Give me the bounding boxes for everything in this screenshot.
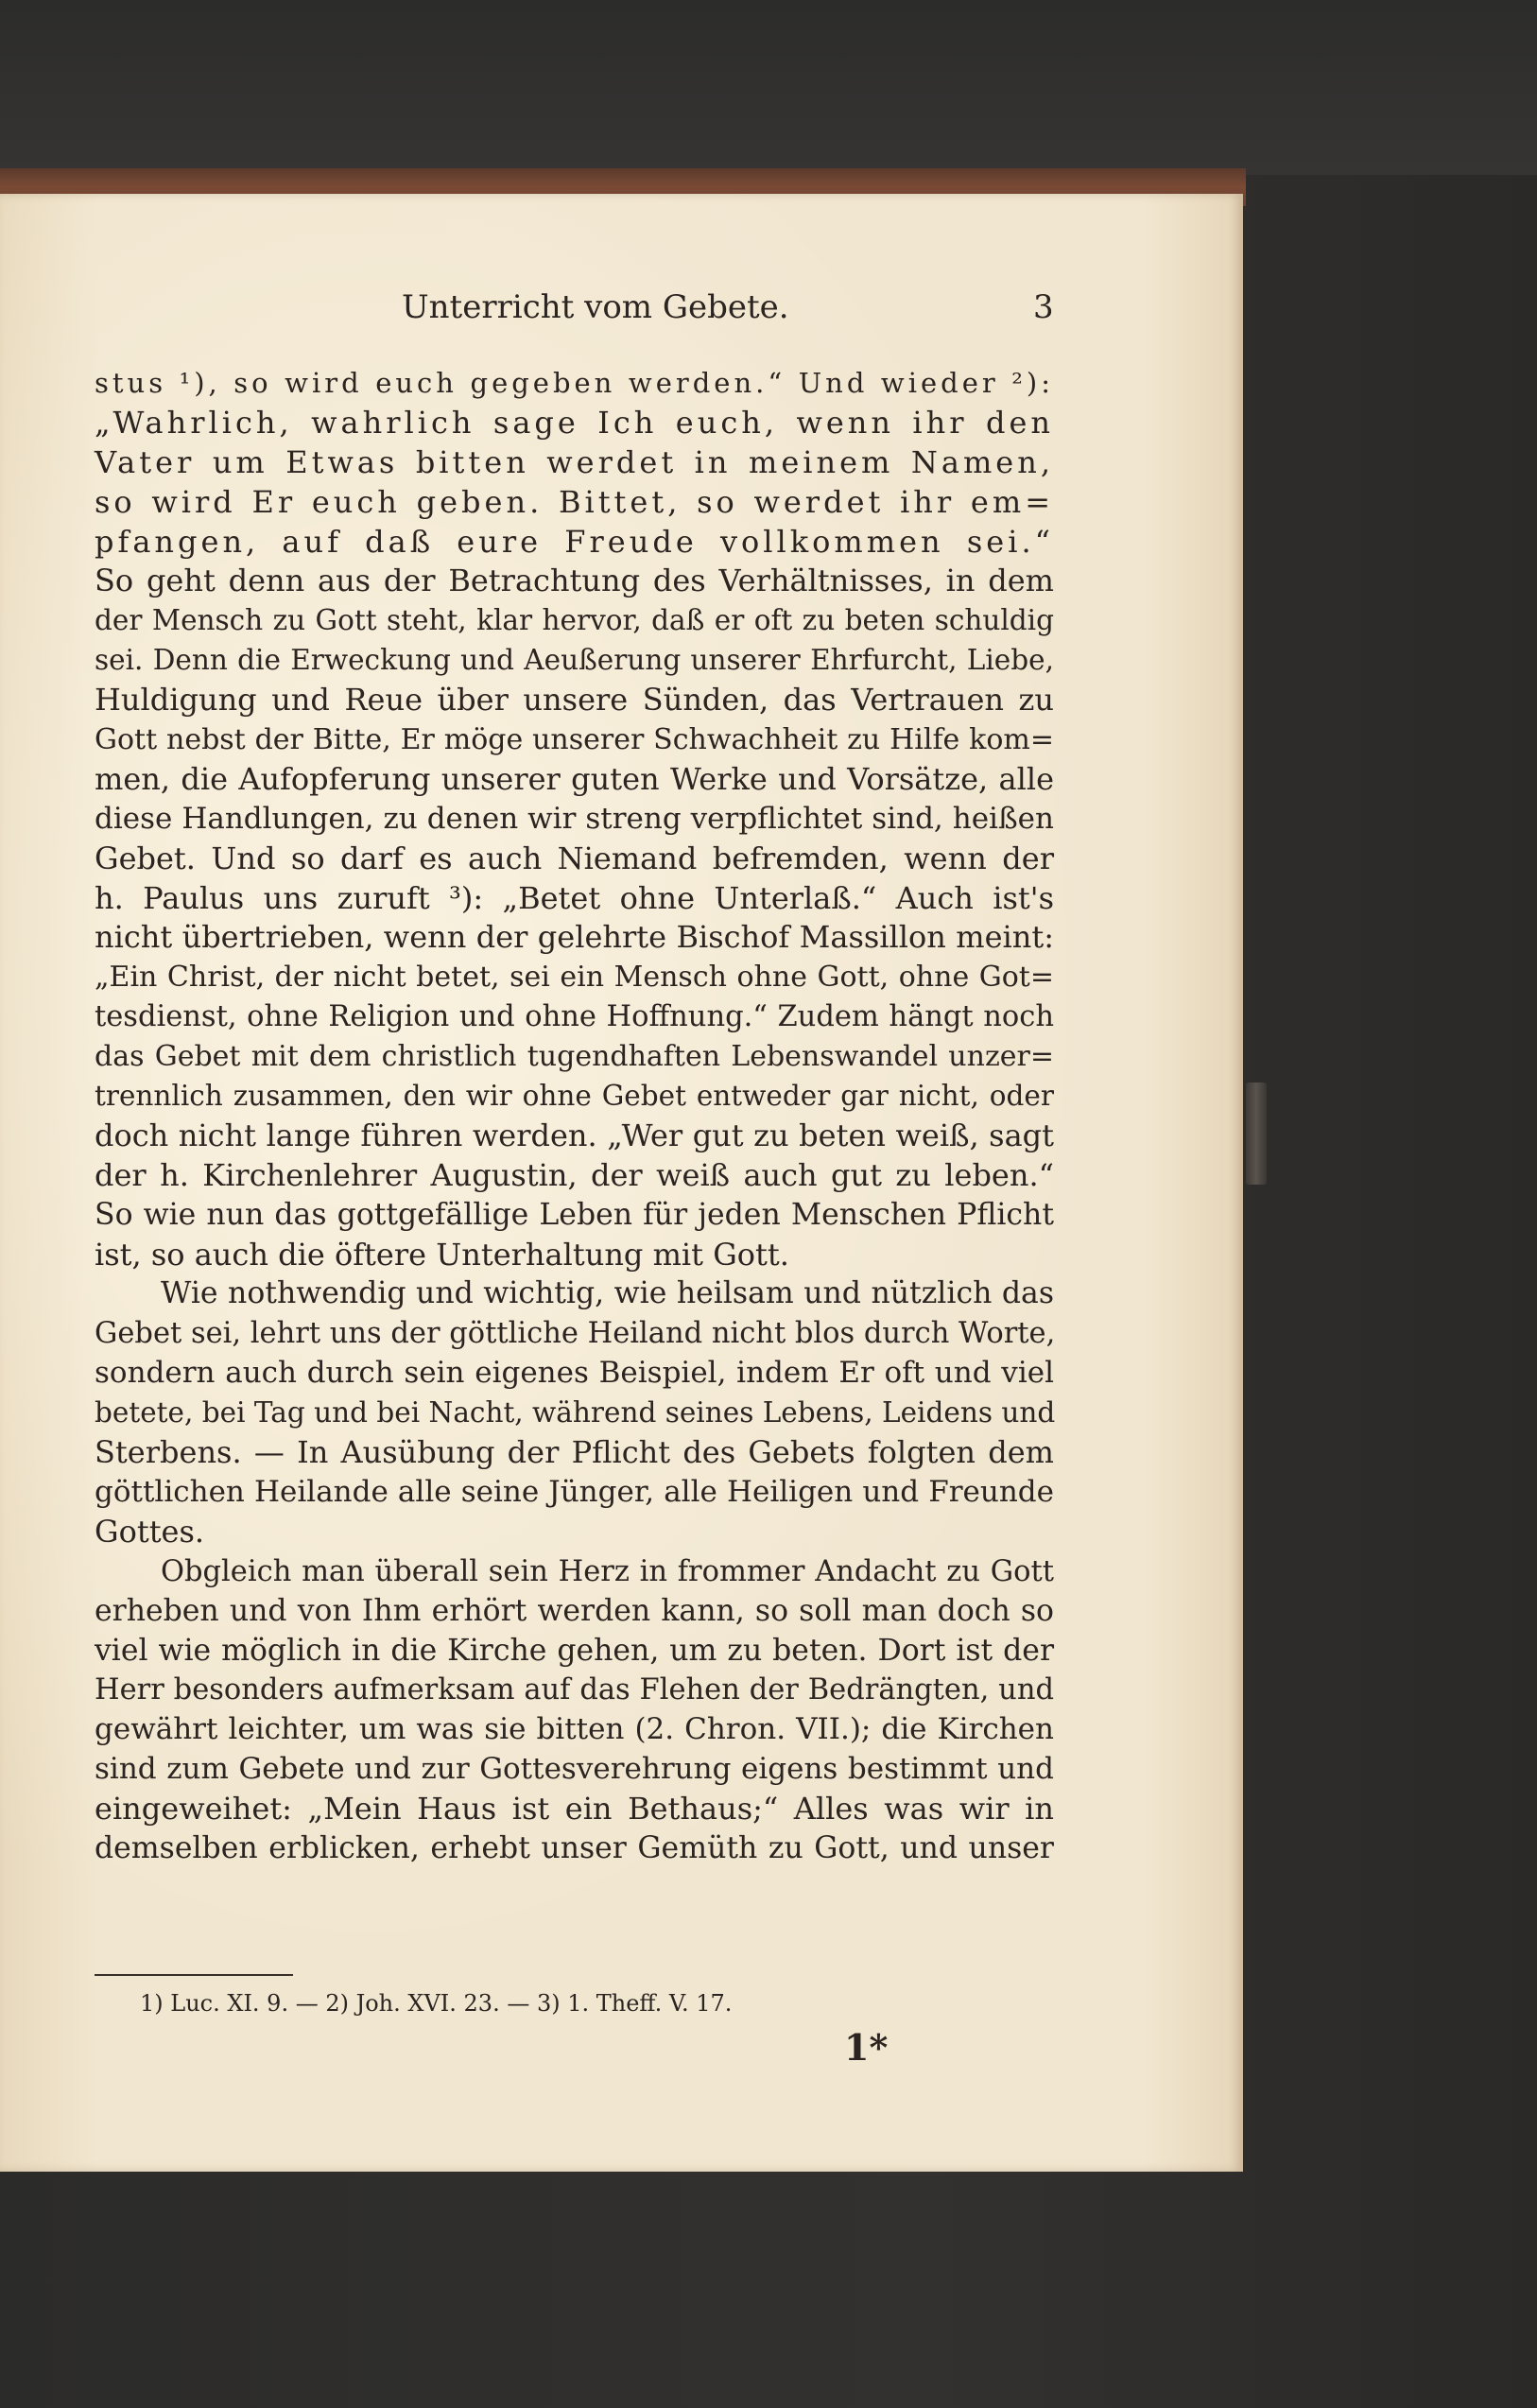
book-clasp (1246, 1083, 1267, 1185)
text-line: sind zum Gebete und zur Gottesverehrung eigens bestimmt und (95, 1752, 1054, 1787)
footnote-rule (95, 1974, 293, 1976)
text-line: pfangen, auf daß eure Freude vollkommen sei.“ (95, 523, 1054, 560)
footnote: 1) Luc. XI. 9. — 2) Joh. XVI. 23. — 3) 1. Theff. V. 17. (140, 1990, 733, 2017)
text-line: So wie nun das gottgefällige Leben für jeden Menschen Pflicht (95, 1197, 1054, 1232)
text-line: Vater um Etwas bitten werdet in meinem Namen, (95, 443, 1054, 480)
text-line: der Mensch zu Gott steht, klar hervor, daß er oft zu beten schuldig (95, 604, 1054, 637)
text-line: trennlich zusammen, den wir ohne Gebet entweder gar nicht, oder (95, 1080, 1054, 1113)
text-line: Sterbens. — In Ausübung der Pflicht des Gebets folgten dem (95, 1434, 1054, 1471)
running-title: Unterricht vom Gebete. (402, 288, 789, 326)
text-line: gewährt leichter, um was sie bitten (2. Chron. VII.); die Kirchen (95, 1712, 1054, 1747)
text-line: „Wahrlich, wahrlich sage Ich euch, wenn ihr den (95, 404, 1054, 441)
body-text (95, 364, 1054, 1869)
text-line: eingeweihet: „Mein Haus ist ein Bethaus;“ Alles was wir in (95, 1791, 1054, 1828)
text-line: so wird Er euch geben. Bittet, so werdet ihr em= (95, 483, 1054, 520)
text-line: Obgleich man überall sein Herz in frommer Andacht zu Gott (161, 1554, 1054, 1588)
text-line: Huldigung und Reue über unsere Sünden, das Vertrauen zu (95, 682, 1054, 719)
text-line: das Gebet mit dem christlich tugendhaften Lebenswandel unzer= (95, 1040, 1054, 1074)
text-line: Wie nothwendig und wichtig, wie heilsam und nützlich das (161, 1276, 1054, 1311)
text-line: doch nicht lange führen werden. „Wer gut zu beten weiß, sagt (95, 1117, 1054, 1153)
text-line: Gott nebst der Bitte, Er möge unserer Schwachheit zu Hilfe kom= (95, 723, 1054, 757)
text-line: men, die Aufopferung unserer guten Werke und Vorsätze, alle (95, 760, 1054, 797)
dark-background-top (0, 0, 1537, 175)
text-line: Herr besonders aufmerksam auf das Flehen der Bedrängten, und (95, 1673, 1054, 1707)
text-line: sei. Denn die Erweckung und Aeußerung unserer Ehrfurcht, Liebe, (95, 644, 1054, 677)
text-line: Gottes. (95, 1513, 205, 1550)
text-line: tesdienst, ohne Religion und ohne Hoffnung.“ Zudem hängt noch (95, 1000, 1054, 1034)
text-line: nicht übertrieben, wenn der gelehrte Bischof Massillon meint: (95, 919, 1054, 956)
text-line: „Ein Christ, der nicht betet, sei ein Mensch ohne Gott, ohne Got= (95, 961, 1054, 995)
text-line: der h. Kirchenlehrer Augustin, der weiß auch gut zu leben.“ (95, 1156, 1054, 1193)
text-line: viel wie möglich in die Kirche gehen, um zu beten. Dort ist der (95, 1633, 1054, 1668)
text-line: Gebet sei, lehrt uns der göttliche Heiland nicht blos durch Worte, (95, 1317, 1056, 1351)
text-line: ist, so auch die öftere Unterhaltung mit Gott. (95, 1236, 789, 1273)
text-line: stus ¹), so wird euch gegeben werden.“ Und wieder ²): (95, 367, 1054, 399)
text-line: So geht denn aus der Betrachtung des Verhältnisses, in dem (95, 563, 1054, 599)
text-line: erheben und von Ihm erhört werden kann, so soll man doch so (95, 1593, 1054, 1628)
page-header (0, 288, 1243, 345)
text-line: demselben erblicken, erhebt unser Gemüth zu Gott, und unser (95, 1830, 1054, 1865)
text-line: Gebet. Und so darf es auch Niemand befremden, wenn der (95, 840, 1054, 876)
text-line: h. Paulus uns zuruft ³): „Betet ohne Unterlaß.“ Auch ist's (95, 879, 1054, 916)
text-line: göttlichen Heilande alle seine Jünger, alle Heiligen und Freunde (95, 1474, 1054, 1509)
page-number: 3 (1033, 288, 1054, 326)
text-line: sondern auch durch sein eigenes Beispiel, indem Er oft und viel (95, 1356, 1054, 1391)
text-line: betete, bei Tag und bei Nacht, während seines Lebens, Leidens und (95, 1396, 1056, 1429)
signature-mark: 1* (844, 2026, 889, 2069)
text-line: diese Handlungen, zu denen wir streng verpflichtet sind, heißen (95, 801, 1054, 836)
